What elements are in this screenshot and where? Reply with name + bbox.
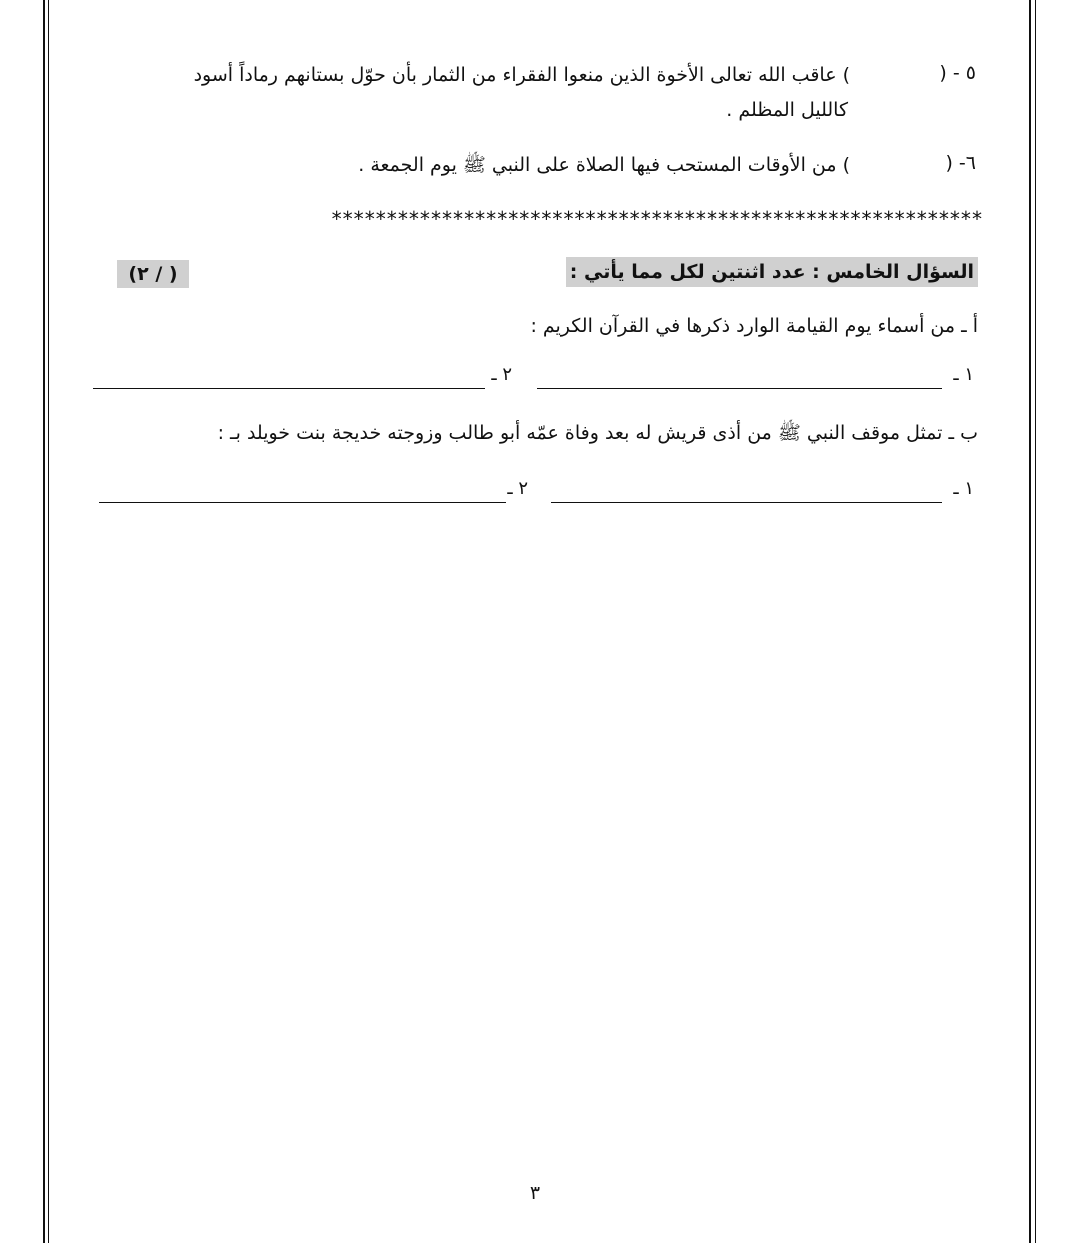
part-a-blank-2[interactable] [93, 388, 485, 389]
item-5-text-line1: ) عاقب الله تعالى الأخوة الذين منعوا الفقراء من الثمار بأن حوّل بستانهم رماداً أسود [193, 64, 850, 86]
item-5-text-line2: كالليل المظلم . [726, 99, 848, 121]
page-border-left-outer [43, 0, 45, 1243]
part-b-blank-1-label: ١ ـ [953, 478, 974, 499]
part-a-blank-1-label: ١ ـ [953, 364, 974, 385]
part-a-blank-2-label: ٢ ـ [491, 364, 512, 385]
item-5-number: ٥ - ( [939, 62, 976, 84]
page-border-left-inner [48, 0, 49, 1243]
part-a-blank-1[interactable] [537, 388, 942, 389]
page-number: ٣ [529, 1182, 541, 1204]
part-b-prompt: ب ـ تمثل موقف النبي ﷺ من أذى قريش له بعد وفاة عمّه أبو طالب وزوجته خديجة بنت خويلد بـ : [217, 422, 978, 444]
part-b-blank-2-label: ٢ ـ [507, 478, 528, 499]
part-b-blank-2[interactable] [99, 502, 506, 503]
question-5-score: ( / ٢) [117, 260, 189, 288]
star-separator: *********************************************************** [330, 207, 982, 231]
page-border-right-inner [1035, 0, 1036, 1243]
item-6-number: ٦- ( [945, 152, 976, 174]
page-border-right-outer [1029, 0, 1031, 1243]
item-6-text: ) من الأوقات المستحب فيها الصلاة على النبي ﷺ يوم الجمعة . [358, 154, 850, 176]
part-b-blank-1[interactable] [551, 502, 942, 503]
question-5-heading: السؤال الخامس : عدد اثنتين لكل مما يأتي : [566, 257, 978, 287]
part-a-prompt: أ ـ من أسماء يوم القيامة الوارد ذكرها في القرآن الكريم : [530, 315, 978, 337]
